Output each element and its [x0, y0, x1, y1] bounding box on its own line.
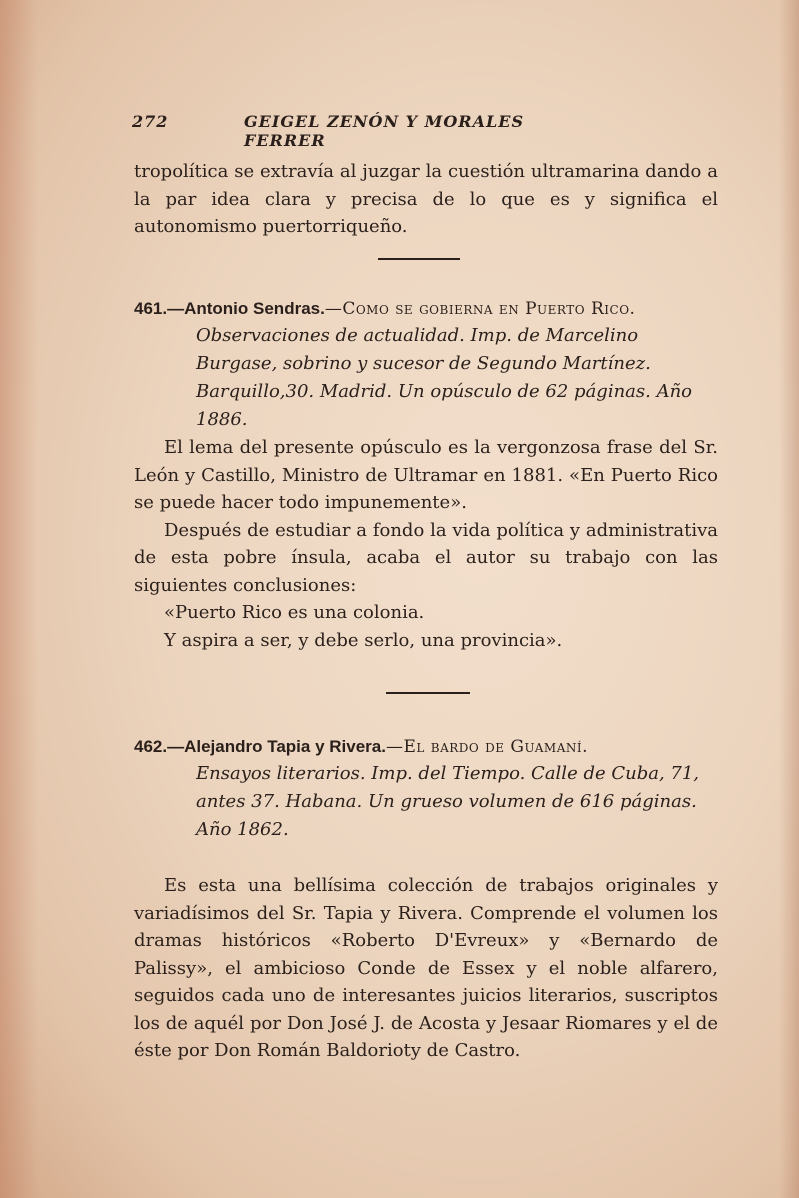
page-number: 272: [132, 112, 169, 131]
entry-461-body: [134, 434, 718, 654]
continuation-paragraph: tropolítica se extravía al juzgar la cuestión ultramarina dando a la par idea clara y precisa de lo que es y significa el autonomismo puertorriqueño.: [134, 161, 718, 237]
entry-461-heading: [134, 295, 718, 323]
entry-title: —Como se gobierna en Puerto Rico.: [324, 299, 636, 319]
quote-line: Y aspira a ser, y debe serlo, una provincia».: [164, 629, 563, 651]
entry-462-body: [134, 872, 718, 1065]
entry-number: 462.: [134, 737, 168, 756]
body-paragraph: Después de estudiar a fondo la vida política y administrativa de esta pobre ínsula, acaba el autor su trabajo con las siguientes conclusiones:: [134, 519, 718, 596]
entry-title: —El bardo de Guamaní.: [385, 737, 589, 757]
body-paragraph: El lema del presente opúsculo es la vergonzosa frase del Sr. León y Castillo, Ministro de Ultramar en 1881. «En Puerto Rico se puede hacer todo impunemente».: [134, 437, 718, 513]
entry-461-details: Observaciones de actualidad. Imp. de Marcelino Burgase, sobrino y sucesor de Segundo Martínez. Barquillo,30. Madrid. Un opúsculo de 62 páginas. Año 1886.: [196, 325, 693, 430]
quote-line: «Puerto Rico es una colonia.: [164, 602, 425, 623]
running-title: GEIGEL ZENÓN Y MORALES FERRER: [244, 112, 525, 150]
section-divider: [378, 258, 460, 260]
body-paragraph: Es esta una bellísima colección de trabajos originales y variadísimos del Sr. Tapia y Rivera. Comprende el volumen los dramas históricos «Roberto D'Evreux» y «Bernardo de Palissy», el ambicioso Conde de Essex y el noble alfarero, seguidos cada uno de interesantes juicios literarios, suscriptos los de aquél por Don José J. de Acosta y Jesaar Riomares y el de éste por Don Román Baldorioty de Castro.: [134, 875, 718, 1061]
entry-462-heading: [134, 733, 718, 761]
section-divider: [386, 692, 470, 694]
entry-number: 461.: [134, 299, 168, 318]
entry-462-details: Ensayos literarios. Imp. del Tiempo. Calle de Cuba, 71, antes 37. Habana. Un grueso volumen de 616 páginas. Año 1862.: [196, 763, 700, 840]
entry-author: —Alejandro Tapia y Rivera.: [167, 737, 386, 756]
entry-author: —Antonio Sendras.: [167, 299, 325, 318]
